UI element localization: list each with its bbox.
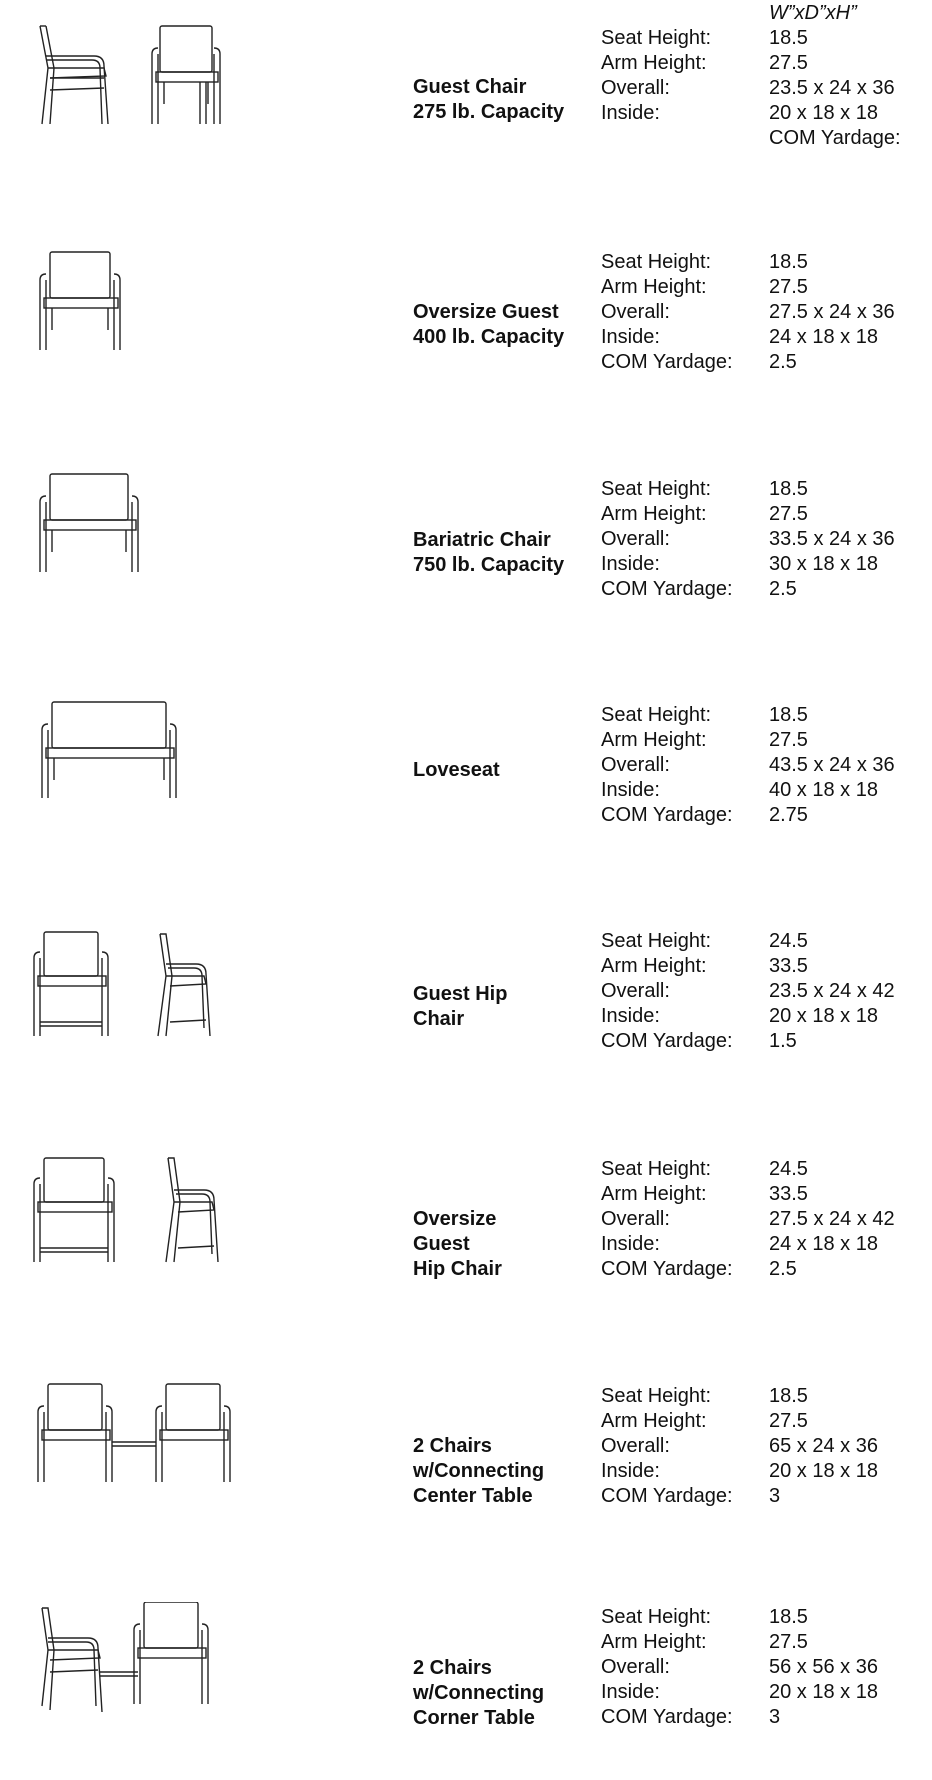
com-yardage-value: 3 <box>769 1485 781 1507</box>
spec-labels <box>601 250 761 375</box>
spec-labels <box>601 929 761 1054</box>
arm-height-label: Arm Height: <box>601 729 707 751</box>
seat-height-label: Seat Height: <box>601 1385 712 1407</box>
com-yardage-label: COM Yardage: <box>601 804 733 826</box>
arm-height-label: Arm Height: <box>601 52 707 74</box>
spec-labels <box>601 1157 761 1282</box>
seat-height-value: 18.5 <box>769 1385 808 1407</box>
arm-height-value: 27.5 <box>769 1631 808 1653</box>
seat-height-label: Seat Height: <box>601 704 712 726</box>
arm-height-value: 27.5 <box>769 729 808 751</box>
inside-label: Inside: <box>601 102 660 124</box>
center-table-drawing <box>20 1380 340 1520</box>
inside-value: 24 x 18 x 18 <box>769 1233 878 1255</box>
overall-label: Overall: <box>601 1656 670 1678</box>
loveseat-drawing <box>20 698 340 838</box>
guest-hip-chair-drawing <box>20 928 340 1068</box>
inside-value: 20 x 18 x 18 <box>769 1681 878 1703</box>
seat-height-label: Seat Height: <box>601 1158 712 1180</box>
com-yardage-value: COM Yardage: <box>769 127 901 149</box>
com-yardage-label: COM Yardage: <box>601 578 733 600</box>
com-yardage-label: COM Yardage: <box>601 1258 733 1280</box>
seat-height-value: 24.5 <box>769 1158 808 1180</box>
product-name: 2 Chairs w/Connecting Corner Table <box>413 1657 545 1729</box>
inside-value: 24 x 18 x 18 <box>769 326 878 348</box>
spec-values <box>769 477 929 602</box>
overall-label: Overall: <box>601 980 670 1002</box>
seat-height-label: Seat Height: <box>601 251 712 273</box>
seat-height-value: 18.5 <box>769 27 808 49</box>
arm-height-value: 27.5 <box>769 503 808 525</box>
overall-label: Overall: <box>601 1208 670 1230</box>
com-yardage-label: COM Yardage: <box>601 1485 733 1507</box>
inside-label: Inside: <box>601 1460 660 1482</box>
oversize-guest-hip-chair-drawing <box>20 1154 340 1294</box>
com-yardage-value: 2.75 <box>769 804 808 826</box>
product-name: 2 Chairs w/Connecting Center Table <box>413 1435 545 1507</box>
overall-value: 43.5 x 24 x 36 <box>769 754 895 776</box>
inside-label: Inside: <box>601 1681 660 1703</box>
product-row-corner-table <box>0 1580 932 1780</box>
guest-chair-drawing <box>20 20 340 160</box>
overall-value: 33.5 x 24 x 36 <box>769 528 895 550</box>
product-name: Oversize Guest 400 lb. Capacity <box>413 301 565 348</box>
overall-value: 65 x 24 x 36 <box>769 1435 878 1457</box>
oversize-guest-drawing <box>20 246 340 386</box>
arm-height-value: 27.5 <box>769 1410 808 1432</box>
product-name: Bariatric Chair 750 lb. Capacity <box>413 529 565 576</box>
overall-label: Overall: <box>601 77 670 99</box>
inside-value: 40 x 18 x 18 <box>769 779 878 801</box>
corner-table-drawing <box>20 1602 340 1742</box>
product-row-oversize-guest <box>0 226 932 426</box>
spec-values <box>769 250 929 375</box>
seat-height-label: Seat Height: <box>601 930 712 952</box>
product-row-guest-chair <box>0 0 932 200</box>
com-yardage-value: 2.5 <box>769 578 797 600</box>
inside-value: 20 x 18 x 18 <box>769 1005 878 1027</box>
spec-labels <box>601 1605 761 1730</box>
spec-labels <box>601 477 761 602</box>
product-row-oversize-guest-hip-chair <box>0 1130 932 1330</box>
arm-height-label: Arm Height: <box>601 1183 707 1205</box>
product-row-center-table <box>0 1356 932 1556</box>
spec-labels <box>601 26 761 151</box>
inside-label: Inside: <box>601 1233 660 1255</box>
inside-value: 20 x 18 x 18 <box>769 102 878 124</box>
arm-height-value: 33.5 <box>769 1183 808 1205</box>
arm-height-label: Arm Height: <box>601 276 707 298</box>
seat-height-value: 18.5 <box>769 1606 808 1628</box>
inside-label: Inside: <box>601 553 660 575</box>
com-yardage-label: COM Yardage: <box>601 1030 733 1052</box>
spec-values <box>769 26 929 151</box>
overall-value: 27.5 x 24 x 42 <box>769 1208 895 1230</box>
arm-height-label: Arm Height: <box>601 1410 707 1432</box>
seat-height-label: Seat Height: <box>601 27 712 49</box>
spec-labels <box>601 703 761 828</box>
seat-height-label: Seat Height: <box>601 1606 712 1628</box>
overall-value: 23.5 x 24 x 42 <box>769 980 895 1002</box>
com-yardage-label <box>601 126 761 151</box>
product-row-guest-hip-chair <box>0 904 932 1104</box>
com-yardage-label: COM Yardage: <box>601 1706 733 1728</box>
bariatric-chair-drawing <box>20 472 340 612</box>
product-name: Guest Hip Chair <box>413 983 508 1030</box>
spec-labels <box>601 1384 761 1509</box>
com-yardage-value: 3 <box>769 1706 781 1728</box>
inside-value: 20 x 18 x 18 <box>769 1460 878 1482</box>
overall-value: 23.5 x 24 x 36 <box>769 77 895 99</box>
com-yardage-value: 1.5 <box>769 1030 797 1052</box>
com-yardage-value: 2.5 <box>769 351 797 373</box>
arm-height-value: 33.5 <box>769 955 808 977</box>
product-row-loveseat <box>0 678 932 878</box>
product-name: Oversize Guest Hip Chair <box>413 1208 502 1280</box>
overall-label: Overall: <box>601 301 670 323</box>
arm-height-label: Arm Height: <box>601 1631 707 1653</box>
product-name: Guest Chair 275 lb. Capacity <box>413 76 565 123</box>
arm-height-label: Arm Height: <box>601 955 707 977</box>
spec-values <box>769 1605 929 1730</box>
dimension-unit-header: W”xD”xH” <box>769 2 857 24</box>
arm-height-label: Arm Height: <box>601 503 707 525</box>
spec-values <box>769 703 929 828</box>
overall-value: 27.5 x 24 x 36 <box>769 301 895 323</box>
com-yardage-value: 2.5 <box>769 1258 797 1280</box>
seat-height-value: 18.5 <box>769 478 808 500</box>
overall-value: 56 x 56 x 36 <box>769 1656 878 1678</box>
overall-label: Overall: <box>601 1435 670 1457</box>
com-yardage-label: COM Yardage: <box>601 351 733 373</box>
product-row-bariatric-chair <box>0 452 932 652</box>
inside-label: Inside: <box>601 1005 660 1027</box>
seat-height-value: 18.5 <box>769 704 808 726</box>
spec-values <box>769 929 929 1054</box>
arm-height-value: 27.5 <box>769 52 808 74</box>
inside-label: Inside: <box>601 326 660 348</box>
inside-label: Inside: <box>601 779 660 801</box>
seat-height-value: 18.5 <box>769 251 808 273</box>
product-name: Loveseat <box>413 759 500 781</box>
spec-values <box>769 1157 929 1282</box>
spec-values <box>769 1384 929 1509</box>
overall-label: Overall: <box>601 754 670 776</box>
arm-height-value: 27.5 <box>769 276 808 298</box>
overall-label: Overall: <box>601 528 670 550</box>
seat-height-value: 24.5 <box>769 930 808 952</box>
inside-value: 30 x 18 x 18 <box>769 553 878 575</box>
seat-height-label: Seat Height: <box>601 478 712 500</box>
